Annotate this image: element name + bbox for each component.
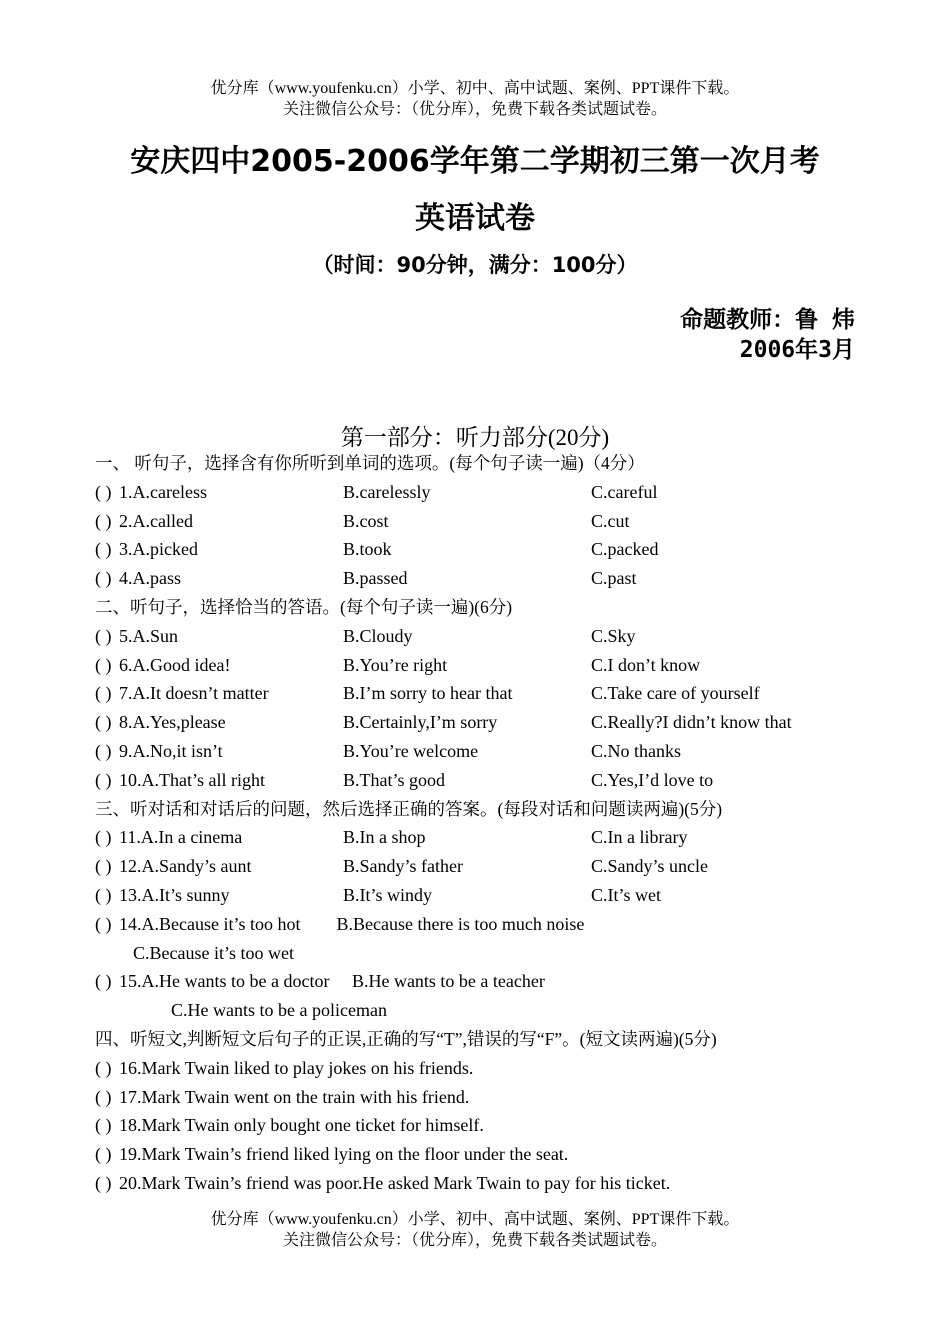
answer-bracket[interactable]: ( ) <box>95 971 112 992</box>
answer-bracket[interactable]: ( ) <box>95 683 112 704</box>
question-14 <box>95 910 855 939</box>
option-b: B.You’re right <box>343 654 448 675</box>
answer-bracket[interactable]: ( ) <box>95 625 112 646</box>
option-text: 14.A.Because it’s too hot B.Because there is too much noise <box>119 913 585 934</box>
header-line-1: 优分库（www.youfenku.cn）小学、初中、高中试题、案例、PPT课件下载。 <box>210 80 740 97</box>
option-c: C.Sandy’s uncle <box>591 856 708 877</box>
option-c: C.cut <box>591 510 630 531</box>
question-15-option-c <box>95 996 855 1025</box>
answer-bracket[interactable]: ( ) <box>95 1144 112 1165</box>
answer-bracket[interactable]: ( ) <box>95 568 112 589</box>
answer-bracket[interactable]: ( ) <box>95 856 112 877</box>
option-b: B.Sandy’s father <box>343 856 463 877</box>
option-b: B.cost <box>343 510 389 531</box>
answer-bracket[interactable]: ( ) <box>95 712 112 733</box>
question-row <box>95 564 855 593</box>
exam-subtitle: 英语试卷 <box>415 201 535 236</box>
option-c: C.Really?I didn’t know that <box>591 712 792 733</box>
option-a: 1.A.careless <box>119 481 207 502</box>
answer-bracket[interactable]: ( ) <box>95 1115 112 1136</box>
exam-date: 2006年3月 <box>739 337 855 363</box>
question-row <box>95 478 855 507</box>
answer-bracket[interactable]: ( ) <box>95 740 112 761</box>
question-row <box>95 708 855 737</box>
question-14-option-c <box>95 939 855 968</box>
statement-text: 16.Mark Twain liked to play jokes on his friends. <box>119 1057 474 1078</box>
answer-bracket[interactable]: ( ) <box>95 884 112 905</box>
answer-bracket[interactable]: ( ) <box>95 1057 112 1078</box>
option-c: C.No thanks <box>591 740 681 761</box>
option-a: 11.A.In a cinema <box>119 827 243 848</box>
option-a: 4.A.pass <box>119 568 181 589</box>
option-c: C.He wants to be a policeman <box>171 1000 387 1021</box>
answer-bracket[interactable]: ( ) <box>95 654 112 675</box>
option-b: B.passed <box>343 568 408 589</box>
option-c: C.It’s wet <box>591 884 661 905</box>
option-c: C.I don’t know <box>591 654 701 675</box>
question-row <box>95 1111 855 1140</box>
answer-bracket[interactable]: ( ) <box>95 827 112 848</box>
option-c: C.Sky <box>591 625 636 646</box>
section-2-list <box>95 622 855 795</box>
question-row <box>95 622 855 651</box>
exam-time: （时间：90分钟，满分：100分） <box>312 253 638 277</box>
statement-text: 17.Mark Twain went on the train with his friend. <box>119 1086 470 1107</box>
option-b: B.You’re welcome <box>343 740 479 761</box>
footer-line-2: 关注微信公众号：（优分库），免费下载各类试题试卷。 <box>282 1232 667 1249</box>
option-a: 8.A.Yes,please <box>119 712 226 733</box>
option-c: C.past <box>591 568 637 589</box>
question-row <box>95 651 855 680</box>
option-c: C.packed <box>591 539 659 560</box>
option-a: 5.A.Sun <box>119 625 179 646</box>
question-content <box>95 449 855 1198</box>
question-row <box>95 737 855 766</box>
question-row <box>95 823 855 852</box>
section-4-list <box>95 1054 855 1198</box>
teacher-name: 命题教师：鲁 炜 <box>680 307 855 333</box>
answer-bracket[interactable]: ( ) <box>95 539 112 560</box>
option-c: C.careful <box>591 481 658 502</box>
question-row <box>95 535 855 564</box>
option-c: C.In a library <box>591 827 688 848</box>
statement-text: 20.Mark Twain’s friend was poor.He asked Mark Twain to pay for his ticket. <box>119 1172 671 1193</box>
footer-line-1: 优分库（www.youfenku.cn）小学、初中、高中试题、案例、PPT课件下载。 <box>210 1211 740 1228</box>
option-c: C.Because it’s too wet <box>133 942 294 963</box>
question-row <box>95 766 855 795</box>
option-a: 9.A.No,it isn’t <box>119 740 223 761</box>
option-b: B.Cloudy <box>343 625 413 646</box>
answer-bracket[interactable]: ( ) <box>95 1086 112 1107</box>
option-c: C.Yes,I’d love to <box>591 769 714 790</box>
question-15 <box>95 967 855 996</box>
answer-bracket[interactable]: ( ) <box>95 481 112 502</box>
question-row <box>95 1083 855 1112</box>
section-3-list <box>95 823 855 909</box>
option-b: B.Certainly,I’m sorry <box>343 712 498 733</box>
answer-bracket[interactable]: ( ) <box>95 1172 112 1193</box>
option-a: 13.A.It’s sunny <box>119 884 230 905</box>
statement-text: 18.Mark Twain only bought one ticket for himself. <box>119 1115 484 1136</box>
question-row <box>95 1169 855 1198</box>
question-row <box>95 1054 855 1083</box>
option-a: 2.A.called <box>119 510 193 531</box>
option-b: B.carelessly <box>343 481 431 502</box>
part-title: 第一部分：听力部分(20分) <box>340 425 610 450</box>
option-b: B.I’m sorry to hear that <box>343 683 513 704</box>
answer-bracket[interactable]: ( ) <box>95 769 112 790</box>
answer-bracket[interactable]: ( ) <box>95 913 112 934</box>
section-1-label: 一、 听句子，选择含有你所听到单词的选项。(每个句子读一遍)（4分） <box>95 453 645 473</box>
option-a: 10.A.That’s all right <box>119 769 265 790</box>
option-a: 7.A.It doesn’t matter <box>119 683 269 704</box>
question-row <box>95 1140 855 1169</box>
question-row <box>95 852 855 881</box>
header-line-2: 关注微信公众号：（优分库），免费下载各类试题试卷。 <box>282 101 667 118</box>
option-text: 15.A.He wants to be a doctor B.He wants to be a teacher <box>119 971 545 992</box>
section-1-list <box>95 478 855 593</box>
section-3-label: 三、听对话和对话后的问题，然后选择正确的答案。(每段对话和问题读两遍)(5分) <box>95 798 723 819</box>
option-b: B.It’s windy <box>343 884 433 905</box>
answer-bracket[interactable]: ( ) <box>95 510 112 531</box>
option-b: B.took <box>343 539 392 560</box>
question-row <box>95 679 855 708</box>
question-row <box>95 507 855 536</box>
option-b: B.That’s good <box>343 769 445 790</box>
question-row <box>95 881 855 910</box>
option-a: 6.A.Good idea! <box>119 654 231 675</box>
option-a: 3.A.picked <box>119 539 198 560</box>
section-4-label: 四、听短文,判断短文后句子的正误,正确的写“T”,错误的写“F”。(短文读两遍)(5分) <box>95 1028 717 1049</box>
option-c: C.Take care of yourself <box>591 683 760 704</box>
option-a: 12.A.Sandy’s aunt <box>119 856 252 877</box>
option-b: B.In a shop <box>343 827 426 848</box>
statement-text: 19.Mark Twain’s friend liked lying on the floor under the seat. <box>119 1144 569 1165</box>
section-2-label: 二、听句子，选择恰当的答语。(每个句子读一遍)(6分) <box>95 596 513 617</box>
exam-title: 安庆四中2005-2006学年第二学期初三第一次月考 <box>130 144 820 179</box>
